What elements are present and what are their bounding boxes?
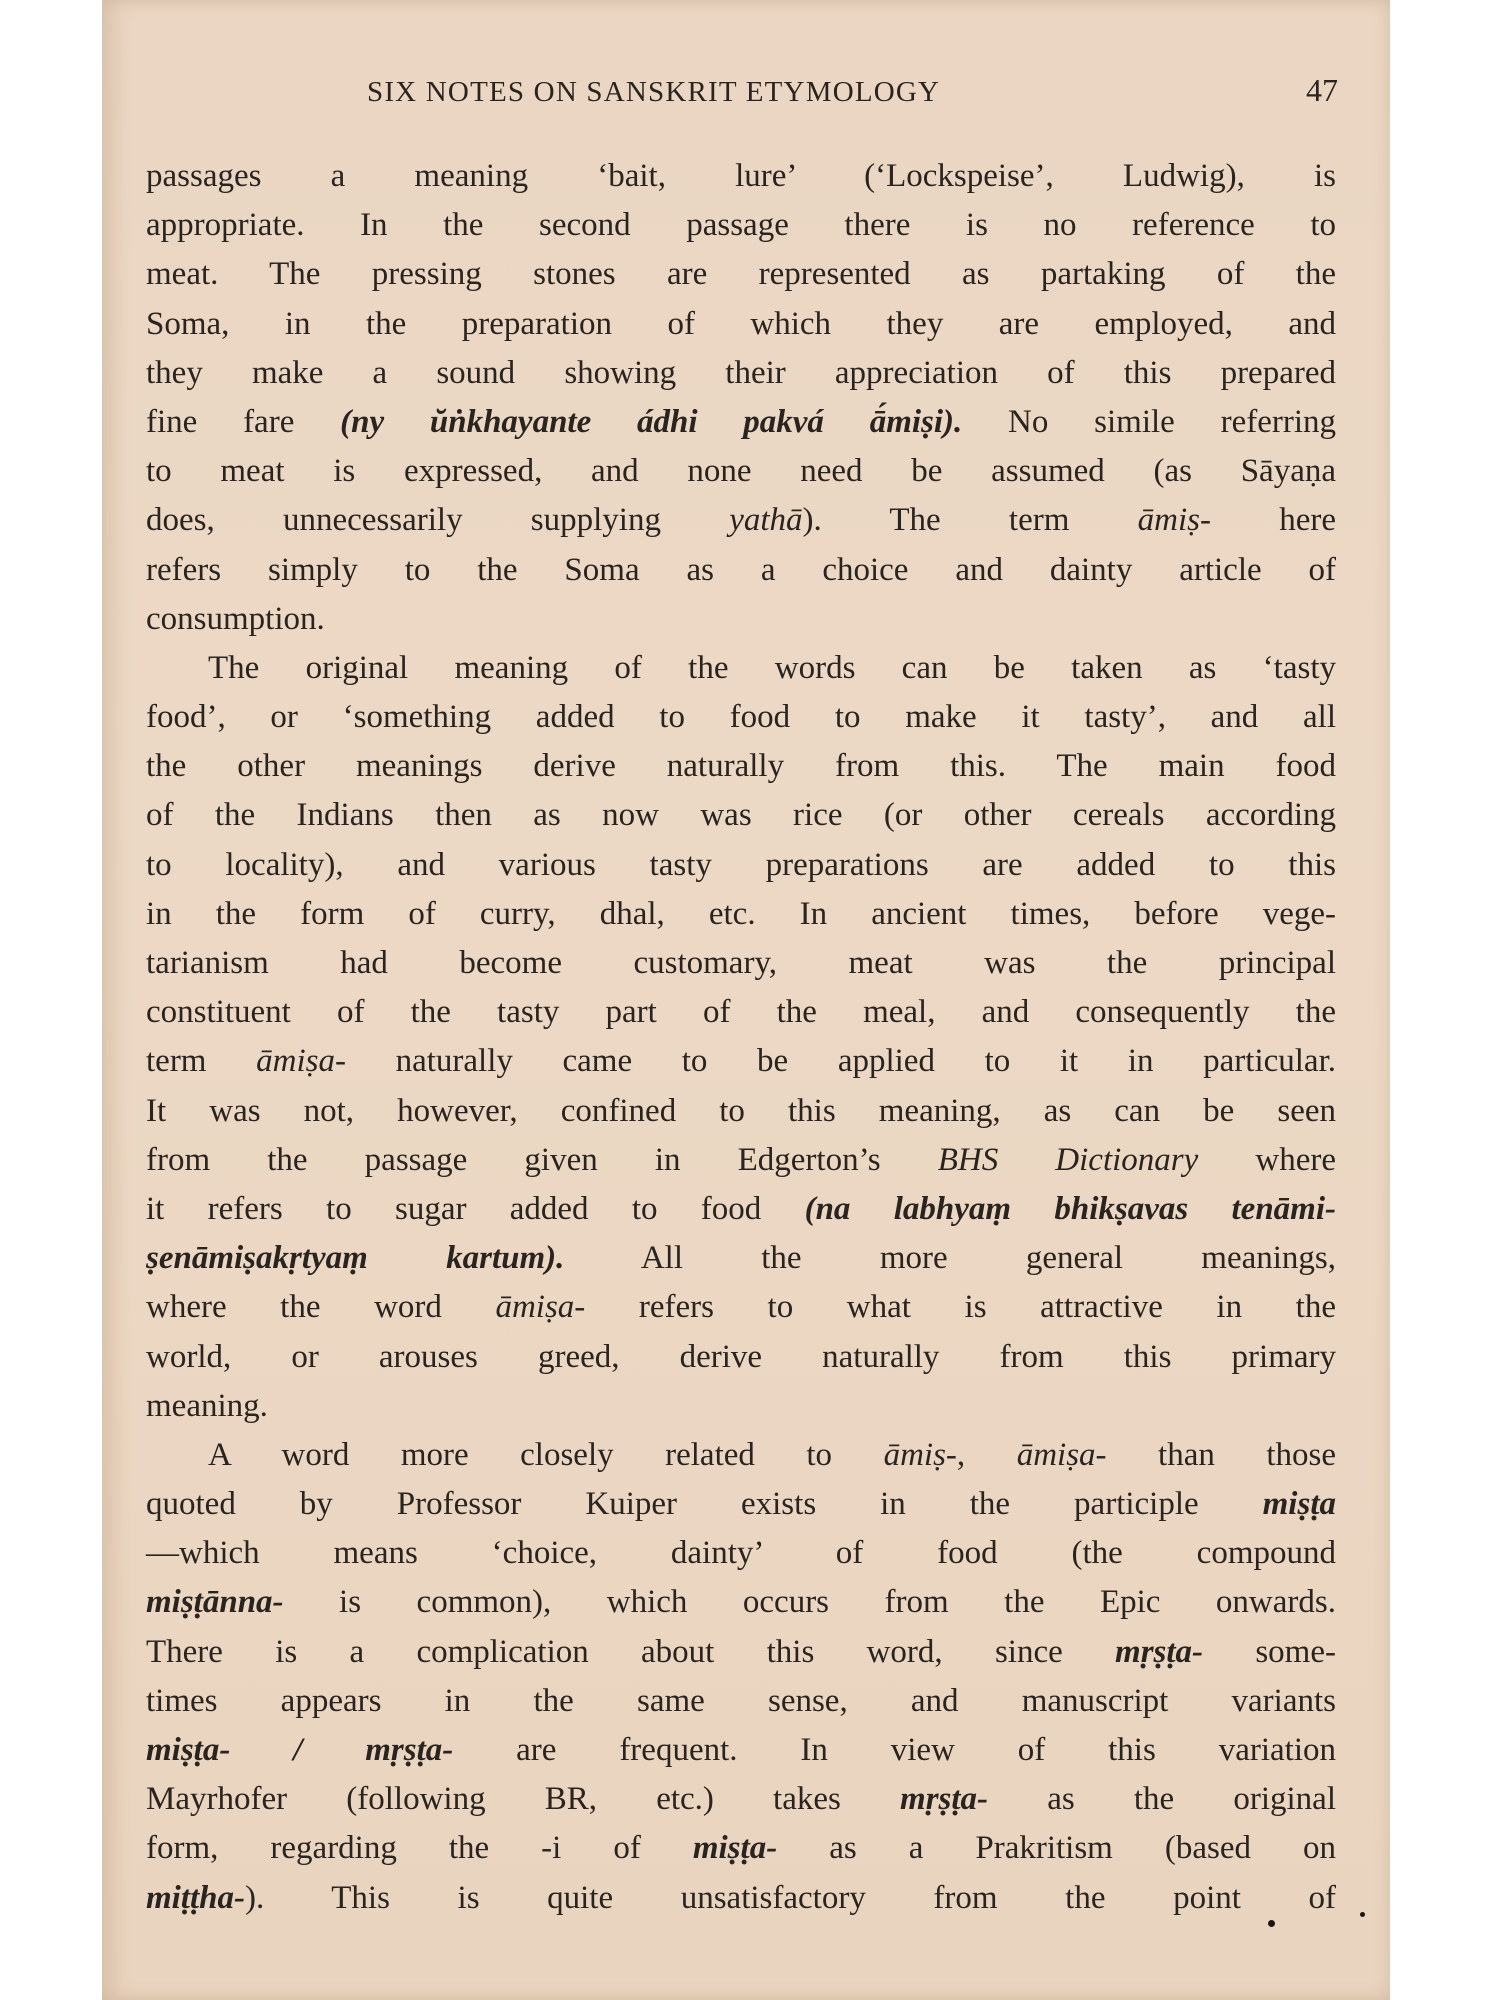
text-line <box>146 1283 1336 1332</box>
text-segment: ). The term <box>802 502 1138 539</box>
italic-term: āmiṣa- <box>256 1043 346 1080</box>
ink-speck <box>1360 1912 1365 1917</box>
text-line <box>146 1185 1336 1234</box>
italic-term: mṛṣṭa- <box>900 1781 989 1818</box>
text-line <box>146 1726 1336 1775</box>
text-line <box>146 1431 1336 1480</box>
text-segment: Soma, in the preparation of which they are employed, and <box>146 305 1336 342</box>
text-segment: The original meaning of the words can be taken as ‘tasty <box>208 649 1336 686</box>
text-line <box>146 939 1336 988</box>
text-line <box>146 1578 1336 1627</box>
text-line <box>146 1677 1336 1726</box>
text-line <box>146 152 1336 201</box>
text-segment: fine fare <box>146 403 341 440</box>
text-line <box>146 841 1336 890</box>
text-line <box>146 201 1336 250</box>
text-segment: where <box>1198 1141 1337 1178</box>
text-segment: No simile referring <box>962 403 1337 440</box>
text-line <box>146 1480 1336 1529</box>
text-line <box>146 546 1336 595</box>
text-segment: some- <box>1203 1633 1336 1670</box>
running-head <box>102 72 1390 116</box>
text-segment: Mayrhofer (following BR, etc.) takes <box>146 1781 901 1818</box>
text-line <box>146 300 1336 349</box>
text-segment: the other meanings derive naturally from this. The main food <box>146 748 1336 785</box>
text-segment: in the form of curry, dhal, etc. In ancient times, before vege- <box>146 895 1336 932</box>
body-text <box>146 152 1336 1923</box>
text-segment: as a Prakritism (based on <box>777 1830 1336 1867</box>
text-segment: —which means ‘choice, dainty’ of food (the compound <box>146 1535 1336 1572</box>
text-line <box>146 496 1336 545</box>
italic-term: miṭṭha- <box>146 1879 246 1916</box>
text-line <box>146 791 1336 840</box>
text-line <box>146 742 1336 791</box>
text-segment: quoted by Professor Kuiper exists in the participle <box>146 1486 1263 1523</box>
text-segment: are frequent. In view of this variation <box>453 1732 1336 1768</box>
text-segment: where the word <box>146 1289 496 1326</box>
text-segment: passages a meaning ‘bait, lure’ (‘Lockspeise’, Ludwig), is <box>146 158 1336 194</box>
text-line <box>146 1234 1336 1283</box>
text-segment: All the more general meanings, <box>564 1240 1336 1277</box>
text-segment: term <box>146 1043 257 1080</box>
italic-term: miṣṭa- / mṛṣṭa- <box>146 1732 454 1768</box>
text-segment: refers to what is attractive in the <box>585 1289 1336 1326</box>
text-segment: to locality), and various tasty preparations are added to this <box>146 846 1336 883</box>
italic-term: miṣṭa- <box>692 1830 778 1867</box>
text-line <box>146 1136 1336 1185</box>
italic-term: (ny ŭṅkhayante ádhi pakvá ā́miṣi). <box>340 403 963 440</box>
text-line <box>146 1628 1336 1677</box>
text-segment: world, or arouses greed, derive naturally from this primary <box>146 1338 1336 1375</box>
text-segment: of the Indians then as now was rice (or other cereals according <box>146 797 1336 834</box>
text-line <box>146 1775 1336 1824</box>
text-segment: appropriate. In the second passage there is no reference to <box>146 207 1336 244</box>
text-segment: than those <box>1106 1436 1337 1473</box>
text-segment: , <box>956 1436 1017 1473</box>
text-line <box>146 1333 1336 1382</box>
italic-term: yathā <box>729 502 803 539</box>
text-line <box>146 890 1336 939</box>
text-line <box>146 398 1336 447</box>
italic-term: BHS Dictionary <box>937 1141 1199 1178</box>
text-line <box>146 1382 1336 1431</box>
text-segment: There is a complication about this word, since <box>146 1633 1116 1670</box>
text-segment: consumption. <box>146 600 325 637</box>
text-segment: It was not, however, confined to this meaning, as can be seen <box>146 1092 1336 1129</box>
italic-term: āmiṣa- <box>495 1289 586 1326</box>
text-segment: to meat is expressed, and none need be assumed (as Sāyaṇa <box>146 453 1336 490</box>
text-segment: is common), which occurs from the Epic onwards. <box>283 1584 1336 1621</box>
text-segment: from the passage given in Edgerton’s <box>146 1141 938 1178</box>
italic-term: mṛṣṭa- <box>1115 1633 1204 1670</box>
text-line <box>146 1087 1336 1136</box>
text-segment: meat. The pressing stones are represented as partaking of the <box>146 256 1336 293</box>
ink-speck <box>1268 1920 1275 1927</box>
italic-term: miṣṭānna- <box>146 1584 284 1621</box>
text-segment: tarianism had become customary, meat was the principal <box>146 945 1336 981</box>
text-line <box>146 595 1336 644</box>
text-segment: does, unnecessarily supplying <box>146 502 730 539</box>
text-line <box>146 1529 1336 1578</box>
book-page <box>102 0 1390 2000</box>
text-line <box>146 1037 1336 1086</box>
italic-term: (na labhyaṃ bhikṣavas tenāmi- <box>804 1190 1336 1227</box>
text-segment: here <box>1210 502 1336 539</box>
text-segment: food’, or ‘something added to food to make it tasty’, and all <box>146 699 1336 736</box>
text-line <box>146 1824 1336 1873</box>
text-segment: refers simply to the Soma as a choice and dainty article of <box>146 551 1336 588</box>
page-number: 47 <box>1306 72 1338 108</box>
italic-term: āmiṣ- <box>1137 502 1211 539</box>
text-line <box>146 644 1336 693</box>
text-line <box>146 250 1336 299</box>
text-segment: they make a sound showing their appreciation of this prepared <box>146 354 1336 391</box>
text-segment: it refers to sugar added to food <box>146 1190 805 1227</box>
text-segment: as the original <box>988 1781 1336 1818</box>
italic-term: miṣṭa <box>1262 1486 1336 1523</box>
text-segment: times appears in the same sense, and manuscript variants <box>146 1682 1336 1719</box>
text-line <box>146 349 1336 398</box>
italic-term: āmiṣa- <box>1016 1436 1107 1473</box>
text-segment: ). This is quite unsatisfactory from the point of <box>245 1879 1336 1916</box>
running-title: SIX NOTES ON SANSKRIT ETYMOLOGY <box>367 76 941 108</box>
text-segment: naturally came to be applied to it in particular. <box>345 1043 1336 1080</box>
italic-term: āmiṣ- <box>883 1436 957 1473</box>
text-segment: form, regarding the -i of <box>146 1830 693 1867</box>
text-line <box>146 693 1336 742</box>
italic-term: ṣenāmiṣakṛtyaṃ kartum). <box>146 1240 565 1277</box>
text-line <box>146 1874 1336 1923</box>
text-segment: constituent of the tasty part of the meal, and consequently the <box>146 994 1336 1031</box>
text-segment: meaning. <box>146 1387 268 1424</box>
text-line <box>146 988 1336 1037</box>
text-segment: A word more closely related to <box>208 1436 884 1473</box>
text-line <box>146 447 1336 496</box>
